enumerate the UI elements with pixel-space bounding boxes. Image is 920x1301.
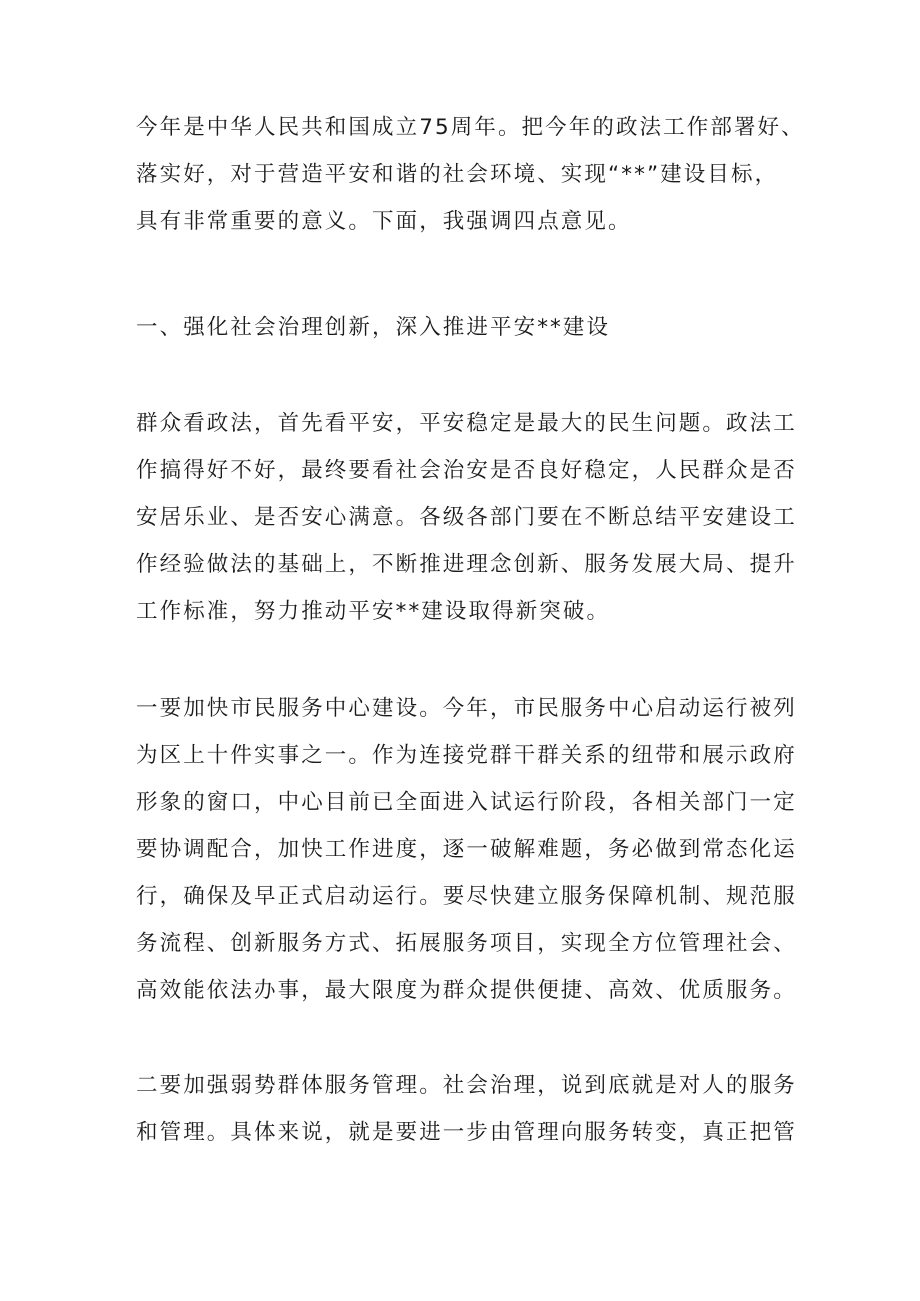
text-line: 作经验做法的基础上，不断推进理念创新、服务发展大局、提升 (136, 552, 797, 577)
text-line: 一要加快市民服务中心建设。今年，市民服务中心启动运行被列 (136, 696, 797, 721)
text-line: 和管理。具体来说，就是要进一步由管理向服务转变，真正把管 (136, 1120, 797, 1145)
body-paragraph-vulnerable-groups (136, 1062, 816, 1156)
body-paragraph-safety (136, 400, 816, 635)
text-line: 要协调配合，加快工作进度，逐一破解难题，务必做到常态化运 (136, 837, 797, 862)
text-line: 群众看政法，首先看平安，平安稳定是最大的民生问题。政法工 (136, 411, 797, 436)
intro-paragraph (136, 104, 816, 245)
text-line: 作搞得好不好，最终要看社会治安是否良好稳定，人民群众是否 (136, 458, 797, 483)
text-line: 为区上十件实事之一。作为连接党群干群关系的纽带和展示政府 (136, 743, 797, 768)
text-line: 形象的窗口，中心目前已全面进入试运行阶段，各相关部门一定 (136, 790, 797, 815)
text-line: 行，确保及早正式启动运行。要尽快建立服务保障机制、规范服 (136, 884, 797, 909)
text-line: 安居乐业、是否安心满意。各级各部门要在不断总结平安建设工 (136, 505, 797, 530)
heading-text: 一、强化社会治理创新，深入推进平安**建设 (136, 315, 611, 340)
body-paragraph-service-center (136, 685, 816, 1014)
text-line: 高效能依法办事，最大限度为群众提供便捷、高效、优质服务。 (136, 978, 797, 1003)
text-line: 工作标准，努力推动平安**建设取得新突破。 (136, 599, 611, 624)
text-line: 具有非常重要的意义。下面，我强调四点意见。 (136, 209, 632, 234)
text-line: 今年是中华人民共和国成立75周年。把今年的政法工作部署好、 (136, 115, 805, 140)
text-line: 落实好，对于营造平安和谐的社会环境、实现“**”建设目标， (136, 162, 779, 187)
text-line: 二要加强弱势群体服务管理。社会治理，说到底就是对人的服务 (136, 1073, 797, 1098)
section-heading (136, 304, 816, 351)
text-line: 务流程、创新服务方式、拓展服务项目，实现全方位管理社会、 (136, 931, 797, 956)
